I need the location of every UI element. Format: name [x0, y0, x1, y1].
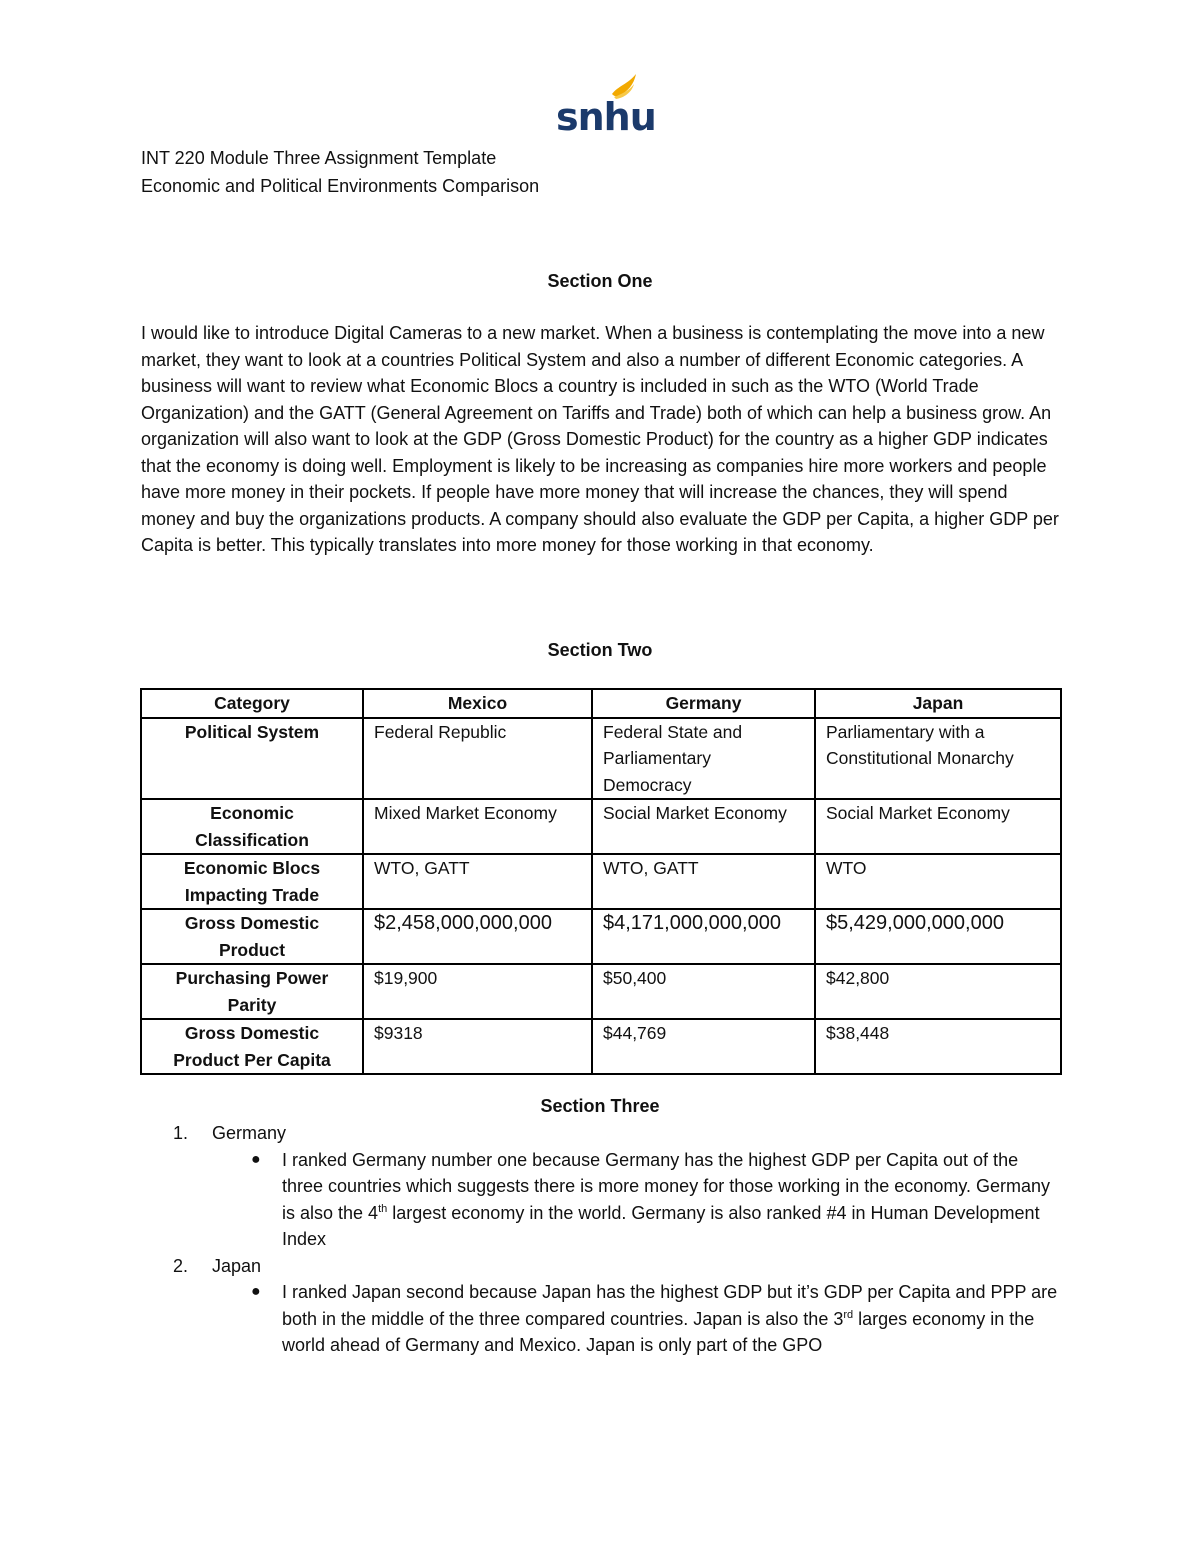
- mexico-value: Mixed Market Economy: [363, 799, 592, 854]
- list-label: Japan: [212, 1255, 262, 1276]
- bullet-icon: ●: [251, 1150, 261, 1168]
- list-label: Germany: [212, 1123, 287, 1143]
- bullet-icon: ●: [251, 1283, 261, 1300]
- row-category: Economic Blocs Impacting Trade: [141, 854, 363, 909]
- section-one-paragraph: I would like to introduce Digital Cameras to a new market. When a business is contemplating the move into a new market, they want to look at a countries Political System and also a number of different Economic categories. A business will want to review what Economic Blocs a country is included in such as the WTO (World Trade Organization) and the GATT (General Agreement on Tariffs and Trade) both of which can help a business grow. An organization will also want to look at the GDP (Gross Domestic Product) for the country as a higher GDP indicates that the economy is doing well. Employment is likely to be increasing as companies hire more workers and people have more money in their pockets. If people have more money that will increase the chances, they will spend money and buy the organizations products. A company should also evaluate the GDP per Capita, a higher GDP per Capita is better. This typically translates into more money for those working in that economy.: [141, 323, 1059, 555]
- mexico-value: $2,458,000,000,000: [363, 909, 592, 964]
- bullet-superscript: rd: [843, 1308, 854, 1321]
- japan-value: Parliamentary with a Constitutional Monarchy: [815, 718, 1061, 800]
- table-header-cell: Mexico: [363, 689, 592, 718]
- document-header: [141, 144, 539, 200]
- mexico-value: Federal Republic: [363, 718, 592, 800]
- table-row: [141, 964, 1061, 1019]
- table-header-row: [141, 689, 1061, 718]
- germany-value: WTO, GATT: [592, 854, 815, 909]
- row-category: Gross Domestic Product Per Capita: [141, 1019, 363, 1074]
- course-title: INT 220 Module Three Assignment Template: [141, 148, 497, 168]
- japan-value: $38,448: [815, 1019, 1061, 1074]
- bullet-text-end: larges economy in the world ahead of Germany and Mexico. Japan is only part of the GPO: [282, 1308, 1035, 1355]
- row-category: Gross Domestic Product: [141, 909, 363, 964]
- svg-text:snhu: snhu: [556, 95, 656, 139]
- bullet-text-end: largest economy in the world. Germany is also ranked #4 in Human Development Index: [282, 1202, 1040, 1249]
- row-category: Economic Classification: [141, 799, 363, 854]
- table-row: [141, 854, 1061, 909]
- snhu-logo-mark: [552, 72, 656, 139]
- germany-value: $4,171,000,000,000: [592, 909, 815, 964]
- japan-value: Social Market Economy: [815, 799, 1061, 854]
- list-item: [141, 1253, 1071, 1280]
- japan-value: WTO: [815, 854, 1061, 909]
- table-header-cell: Japan: [815, 689, 1061, 718]
- assignment-subtitle: Economic and Political Environments Comparison: [141, 176, 540, 196]
- section-three-heading: Section Three: [540, 1096, 660, 1116]
- germany-value: Federal State and Parliamentary Democracy: [592, 718, 815, 800]
- table-header-cell: Germany: [592, 689, 815, 718]
- bullet-superscript: th: [378, 1202, 388, 1215]
- mexico-value: WTO, GATT: [363, 854, 592, 909]
- table-header-cell: Category: [141, 689, 363, 718]
- japan-value: $42,800: [815, 964, 1061, 1019]
- germany-value: $50,400: [592, 964, 815, 1019]
- ranking-list: [141, 1120, 1071, 1359]
- bullet-item: [141, 1279, 1071, 1359]
- table-row: [141, 909, 1061, 964]
- comparison-table: [140, 688, 1062, 1075]
- section-one-heading: Section One: [547, 271, 653, 291]
- bullet-text-start: I ranked Germany number one because Germany has the highest GDP per Capita out of the three countries which suggests there is more money for those working in the economy. Germany is also the 4: [282, 1149, 1051, 1223]
- table-row: [141, 718, 1061, 800]
- table-row: [141, 799, 1061, 854]
- list-item: [141, 1120, 1071, 1147]
- row-category: Political System: [141, 718, 363, 800]
- table-row: [141, 1019, 1061, 1074]
- japan-value: $5,429,000,000,000: [815, 909, 1061, 964]
- section-two-heading: Section Two: [547, 640, 653, 660]
- list-number: 1.: [173, 1123, 189, 1143]
- snhu-logo: [552, 72, 656, 139]
- germany-value: $44,769: [592, 1019, 815, 1074]
- mexico-value: $9318: [363, 1019, 592, 1074]
- list-number: 2.: [173, 1255, 189, 1276]
- row-category: Purchasing Power Parity: [141, 964, 363, 1019]
- bullet-text-start: I ranked Japan second because Japan has the highest GDP but it’s GDP per Capita and PPP are both in the middle of the three compared countries. Japan is also the 3: [282, 1282, 1058, 1329]
- mexico-value: $19,900: [363, 964, 592, 1019]
- germany-value: Social Market Economy: [592, 799, 815, 854]
- bullet-item: [141, 1147, 1071, 1253]
